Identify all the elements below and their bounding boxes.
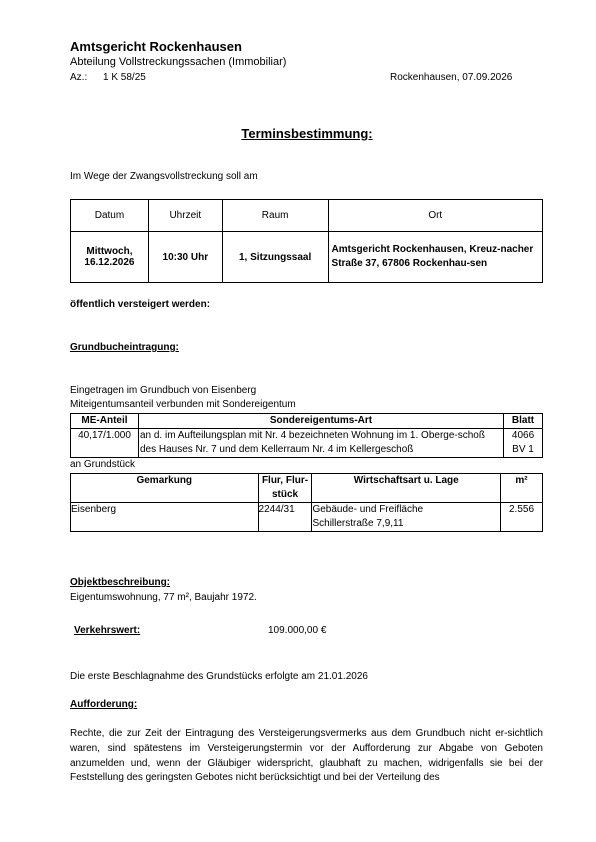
file-number-label: Az.: <box>70 72 88 83</box>
header-blatt: Blatt <box>504 414 543 429</box>
wirtschaftsart-address: Schillerstraße 7,9,11 <box>312 518 404 529</box>
beschlagnahme-text: Die erste Beschlagnahme des Grundstücks erfolgte am 21.01.2026 <box>70 671 368 682</box>
qm-value: 2.556 <box>501 503 543 532</box>
gemarkung-value: Eisenberg <box>71 503 259 532</box>
blatt-bv: BV 1 <box>512 444 534 455</box>
header-gemarkung: Gemarkung <box>71 474 259 503</box>
termin-weekday: Mittwoch, <box>86 246 133 257</box>
table-row <box>71 503 543 532</box>
sondereigentums-art-value: an d. im Aufteilungsplan mit Nr. 4 bezeichneten Wohnung im 1. Oberge-schoß des Hauses Nr. 7 und dem Kellerraum Nr. 4 im Kellergeschoß <box>138 429 503 458</box>
termin-raum: 1, Sitzungssaal <box>222 232 328 283</box>
termin-datum <box>71 232 149 283</box>
document-title: Terminsbestimmung: <box>241 126 373 141</box>
termin-header-row <box>71 200 543 232</box>
header-raum: Raum <box>222 200 328 232</box>
grundbuch-heading: Grundbucheintragung: <box>70 342 179 353</box>
objekt-text: Eigentumswohnung, 77 m², Baujahr 1972. <box>70 592 257 603</box>
flur-value: 2244/31 <box>258 503 312 532</box>
header-uhrzeit: Uhrzeit <box>148 200 222 232</box>
header-wirtschaftsart: Wirtschaftsart u. Lage <box>312 474 501 503</box>
wirtschaftsart-value <box>312 503 501 532</box>
termin-ort: Amtsgericht Rockenhausen, Kreuz-nacher Straße 37, 67806 Rockenhau-sen <box>328 232 542 283</box>
verkehrswert-value: 109.000,00 € <box>268 625 327 636</box>
wirtschaftsart-type: Gebäude- und Freifläche <box>312 504 424 515</box>
court-name: Amtsgericht Rockenhausen <box>70 39 242 54</box>
table-row <box>71 429 543 458</box>
blatt-number: 4066 <box>511 430 535 441</box>
header-sondereigentums-art: Sondereigentums-Art <box>138 414 503 429</box>
grundstueck-table <box>70 473 543 532</box>
department: Abteilung Vollstreckungssachen (Immobiliar) <box>70 56 287 68</box>
table-header-row <box>71 414 543 429</box>
sondereigentum-table <box>70 413 543 458</box>
table-header-row <box>71 474 543 503</box>
grundbuch-line-2: Miteigentumsanteil verbunden mit Sondereigentum <box>70 399 296 410</box>
an-grundstueck-label: an Grundstück <box>70 459 136 470</box>
termin-date: 16.12.2026 <box>84 257 135 268</box>
header-qm: m² <box>501 474 543 503</box>
file-number: 1 K 58/25 <box>103 72 146 83</box>
verkehrswert-label: Verkehrswert: <box>74 625 141 636</box>
header-datum: Datum <box>71 200 149 232</box>
auction-statement: öffentlich versteigert werden: <box>70 299 211 310</box>
header-ort: Ort <box>328 200 542 232</box>
aufforderung-heading: Aufforderung: <box>70 699 138 710</box>
me-anteil-value: 40,17/1.000 <box>71 429 139 458</box>
intro-text: Im Wege der Zwangsvollstreckung soll am <box>70 171 258 182</box>
header-me-anteil: ME-Anteil <box>71 414 139 429</box>
termin-table <box>70 199 543 283</box>
place-date: Rockenhausen, 07.09.2026 <box>390 72 513 83</box>
blatt-value <box>504 429 543 458</box>
objekt-heading: Objektbeschreibung: <box>70 577 171 588</box>
header-flur: Flur, Flur-stück <box>258 474 312 503</box>
aufforderung-text: Rechte, die zur Zeit der Eintragung des Versteigerungsvermerks aus dem Grundbuch nicht er-sichtlich waren, sind spätestens im Versteigerungstermin vor der Aufforderung zur Abgabe von Geboten anzumelden und, wenn der Gläubiger widerspricht, glaubhaft zu machen, widrigenfalls sie bei der Feststellung des geringsten Gebotes nicht berücksichtigt und bei der Verteilung des <box>70 728 543 784</box>
termin-data-row <box>71 232 543 283</box>
termin-uhrzeit: 10:30 Uhr <box>148 232 222 283</box>
grundbuch-line-1: Eingetragen im Grundbuch von Eisenberg <box>70 385 257 396</box>
